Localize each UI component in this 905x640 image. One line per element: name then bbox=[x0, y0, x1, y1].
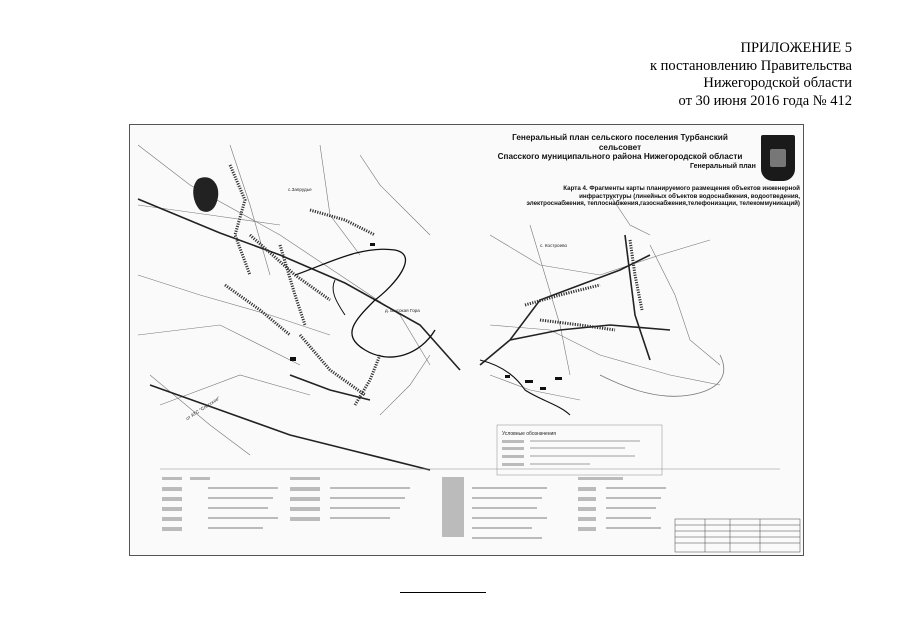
resolution-line: к постановлению Правительства bbox=[650, 57, 852, 74]
appendix-title: ПРИЛОЖЕНИЕ 5 bbox=[740, 40, 852, 56]
map-subtitle: Генеральный план bbox=[690, 163, 756, 170]
label-zaprudye: с.Запрудье bbox=[288, 187, 312, 192]
coat-of-arms-icon bbox=[761, 135, 795, 181]
label-kostroevo: с. Костроево bbox=[540, 243, 568, 248]
footer-rule bbox=[400, 592, 486, 593]
label-ats-spasskoe: от АТС "Спасское" bbox=[185, 395, 221, 422]
document-header bbox=[650, 40, 852, 110]
region-line: Нижегородской области bbox=[703, 75, 852, 91]
map-title: Генеральный план сельского поселения Турбанский сельсовет Спасского муниципального района Нижегородской области bbox=[497, 133, 743, 161]
map-caption: Карта 4. Фрагменты карты планируемого размещения объектов инженерной инфраструктуры (линейных объектов водоснабжения, водоотведения, электроснабжения, теплоснабжения,газоснабжения,телефонизации, телекоммуникаций) bbox=[526, 185, 800, 208]
label-vysokaya-gora: д. Высокая Гора bbox=[385, 308, 420, 313]
date-line: от 30 июня 2016 года № 412 bbox=[678, 92, 852, 109]
map-sheet bbox=[129, 124, 804, 556]
legend-title: Условные обозначения bbox=[502, 431, 557, 437]
